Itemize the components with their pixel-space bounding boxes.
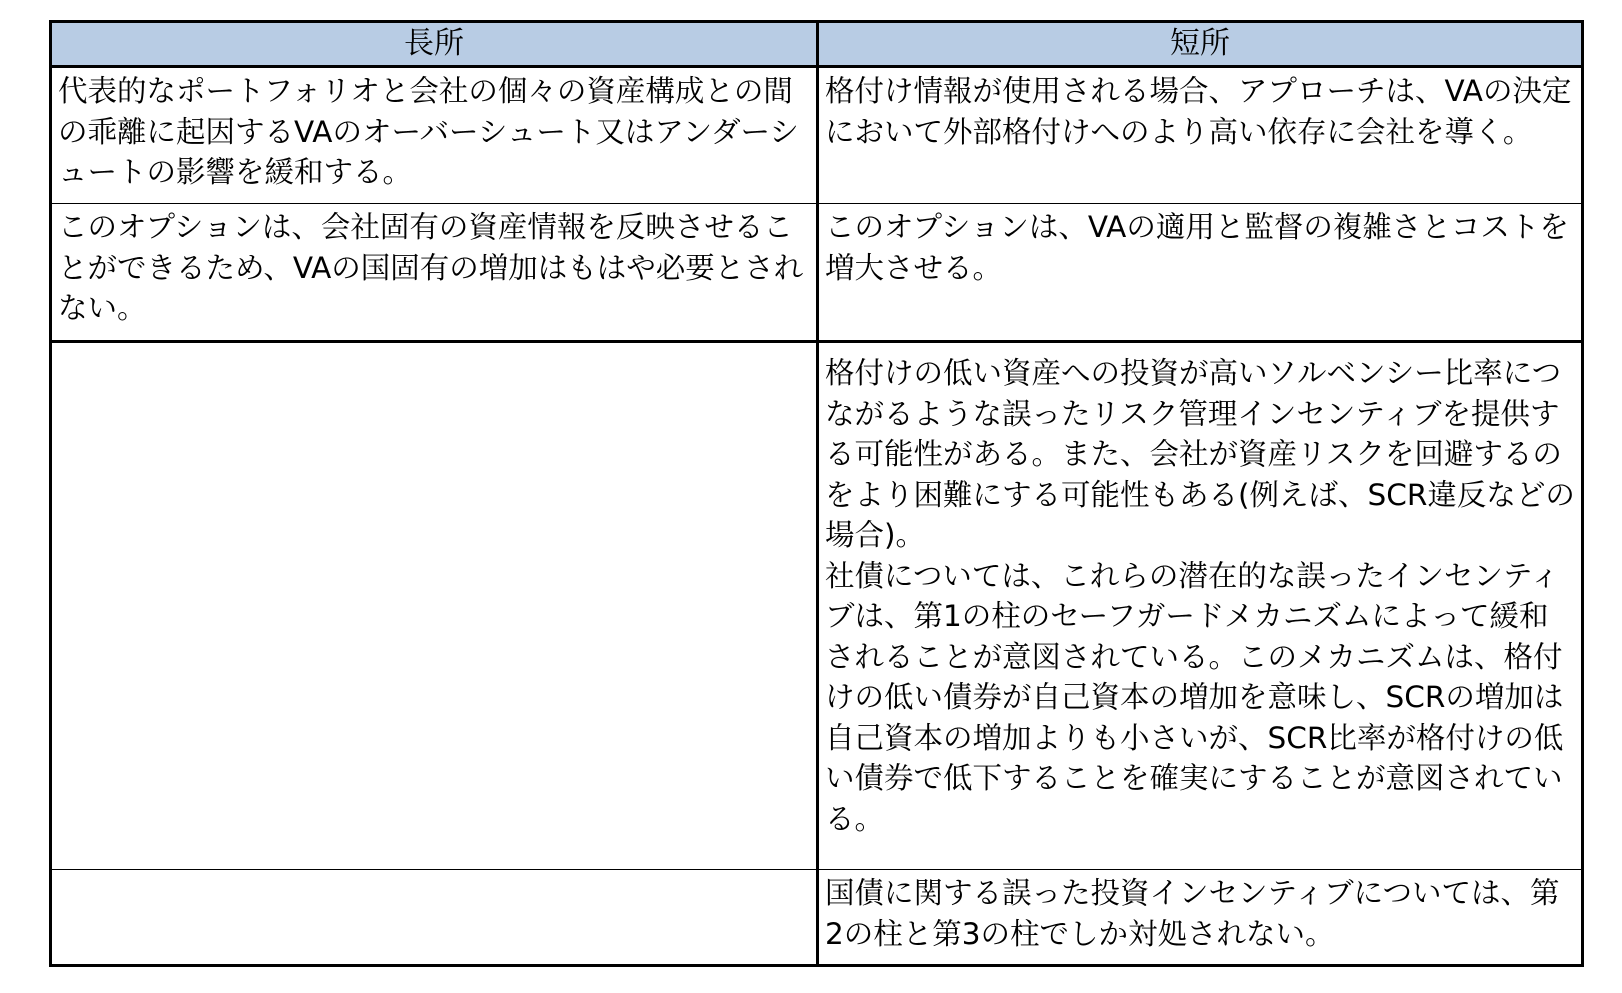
cons-text: 格付け情報が使用される場合、アプローチは、VAの決定において外部格付けへのより高い依存に会社を導く。 <box>825 74 1572 149</box>
pros-text: このオプションは、会社固有の資産情報を反映させることができるため、VAの国固有の増加はもはや必要とされない。 <box>58 210 804 325</box>
pros-cell <box>51 342 818 870</box>
table-row <box>51 204 1583 342</box>
cons-cell <box>818 204 1583 342</box>
comparison-table-wrapper <box>49 20 1581 967</box>
cons-cell <box>818 342 1583 870</box>
header-pros: 長所 <box>51 22 818 67</box>
pros-cell <box>51 204 818 342</box>
header-row <box>51 22 1583 67</box>
cons-text: 格付けの低い資産への投資が高いソルベンシー比率につながるような誤ったリスク管理インセンティブを提供する可能性がある。また、会社が資産リスクを回避するのをより困難にする可能性もある(例えば、SCR違反などの場合)。 社債については、これらの潜在的な誤ったインセンティブは、第1の柱のセーフガードメカニズムによって緩和されることが意図されている。このメカニズムは、格付けの低い債券が自己資本の増加を意味し、SCRの増加は自己資本の増加よりも小さいが、SCR比率が格付けの低い債券で低下することを確実にすることが意図されている。 <box>825 356 1575 836</box>
table-row <box>51 67 1583 204</box>
table-row <box>51 870 1583 966</box>
table-row <box>51 342 1583 870</box>
cons-cell <box>818 67 1583 204</box>
cons-text: このオプションは、VAの適用と監督の複雑さとコストを増大させる。 <box>825 210 1569 285</box>
cons-text: 国債に関する誤った投資インセンティブについては、第2の柱と第3の柱でしか対処されない。 <box>825 876 1560 951</box>
cons-cell <box>818 870 1583 966</box>
pros-cell <box>51 67 818 204</box>
header-cons: 短所 <box>818 22 1583 67</box>
pros-cell <box>51 870 818 966</box>
pros-cons-table <box>49 20 1584 967</box>
pros-text: 代表的なポートフォリオと会社の個々の資産構成との間の乖離に起因するVAのオーバーシュート又はアンダーシュートの影響を緩和する。 <box>58 74 799 189</box>
